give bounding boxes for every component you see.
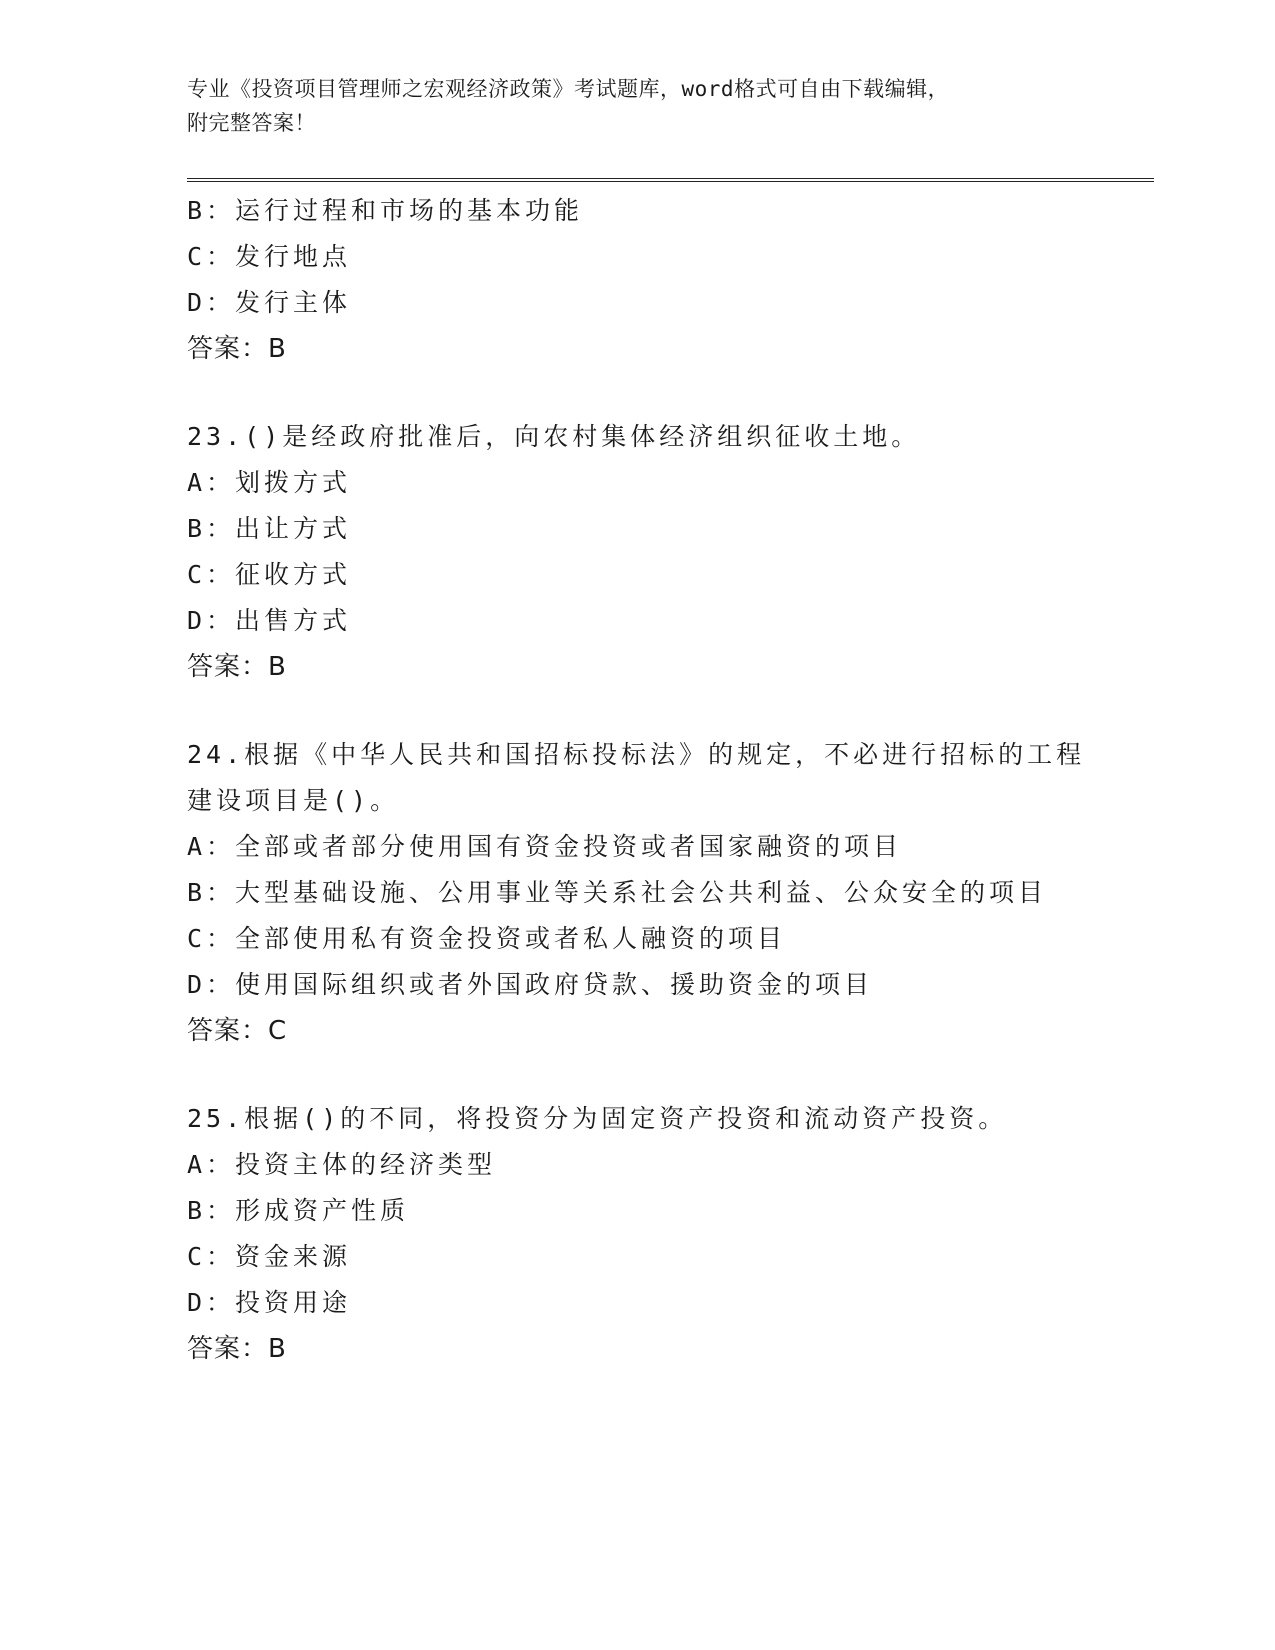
- option-d: D：出售方式: [187, 606, 352, 635]
- option-b: B：运行过程和市场的基本功能: [187, 196, 584, 225]
- question-block-25: [187, 1096, 1087, 1372]
- header-line-2: 附完整答案！: [187, 111, 316, 135]
- option-a: A：投资主体的经济类型: [187, 1150, 497, 1179]
- option-b: B：出让方式: [187, 514, 352, 543]
- header-line-1: 专业《投资项目管理师之宏观经济政策》考试题库，word格式可自由下载编辑，: [187, 77, 950, 101]
- document-header: [187, 72, 1087, 140]
- option-a: A：划拨方式: [187, 468, 352, 497]
- header-divider: [187, 178, 1154, 182]
- option-d: D：发行主体: [187, 288, 352, 317]
- option-a: A：全部或者部分使用国有资金投资或者国家融资的项目: [187, 832, 903, 861]
- question-block-23: [187, 414, 1087, 690]
- option-b: B：大型基础设施、公用事业等关系社会公共利益、公众安全的项目: [187, 878, 1048, 907]
- question-list: [187, 188, 1087, 1372]
- option-c: C：资金来源: [187, 1242, 352, 1271]
- question-text: 24.根据《中华人民共和国招标投标法》的规定，不必进行招标的工程: [187, 740, 1086, 769]
- question-block-24: [187, 732, 1087, 1054]
- answer: 答案：C: [187, 1016, 288, 1046]
- answer: 答案：B: [187, 652, 287, 682]
- question-text-continued: 建设项目是()。: [187, 786, 400, 815]
- option-d: D：使用国际组织或者外国政府贷款、援助资金的项目: [187, 970, 874, 999]
- answer: 答案：B: [187, 1334, 287, 1364]
- option-c: C：发行地点: [187, 242, 352, 271]
- option-c: C：征收方式: [187, 560, 352, 589]
- answer: 答案：B: [187, 334, 287, 364]
- option-d: D：投资用途: [187, 1288, 352, 1317]
- option-b: B：形成资产性质: [187, 1196, 410, 1225]
- option-c: C：全部使用私有资金投资或者私人融资的项目: [187, 924, 787, 953]
- question-text: 23.()是经政府批准后，向农村集体经济组织征收土地。: [187, 422, 921, 451]
- question-text: 25.根据()的不同，将投资分为固定资产投资和流动资产投资。: [187, 1104, 1008, 1133]
- question-block-22-tail: [187, 188, 1087, 372]
